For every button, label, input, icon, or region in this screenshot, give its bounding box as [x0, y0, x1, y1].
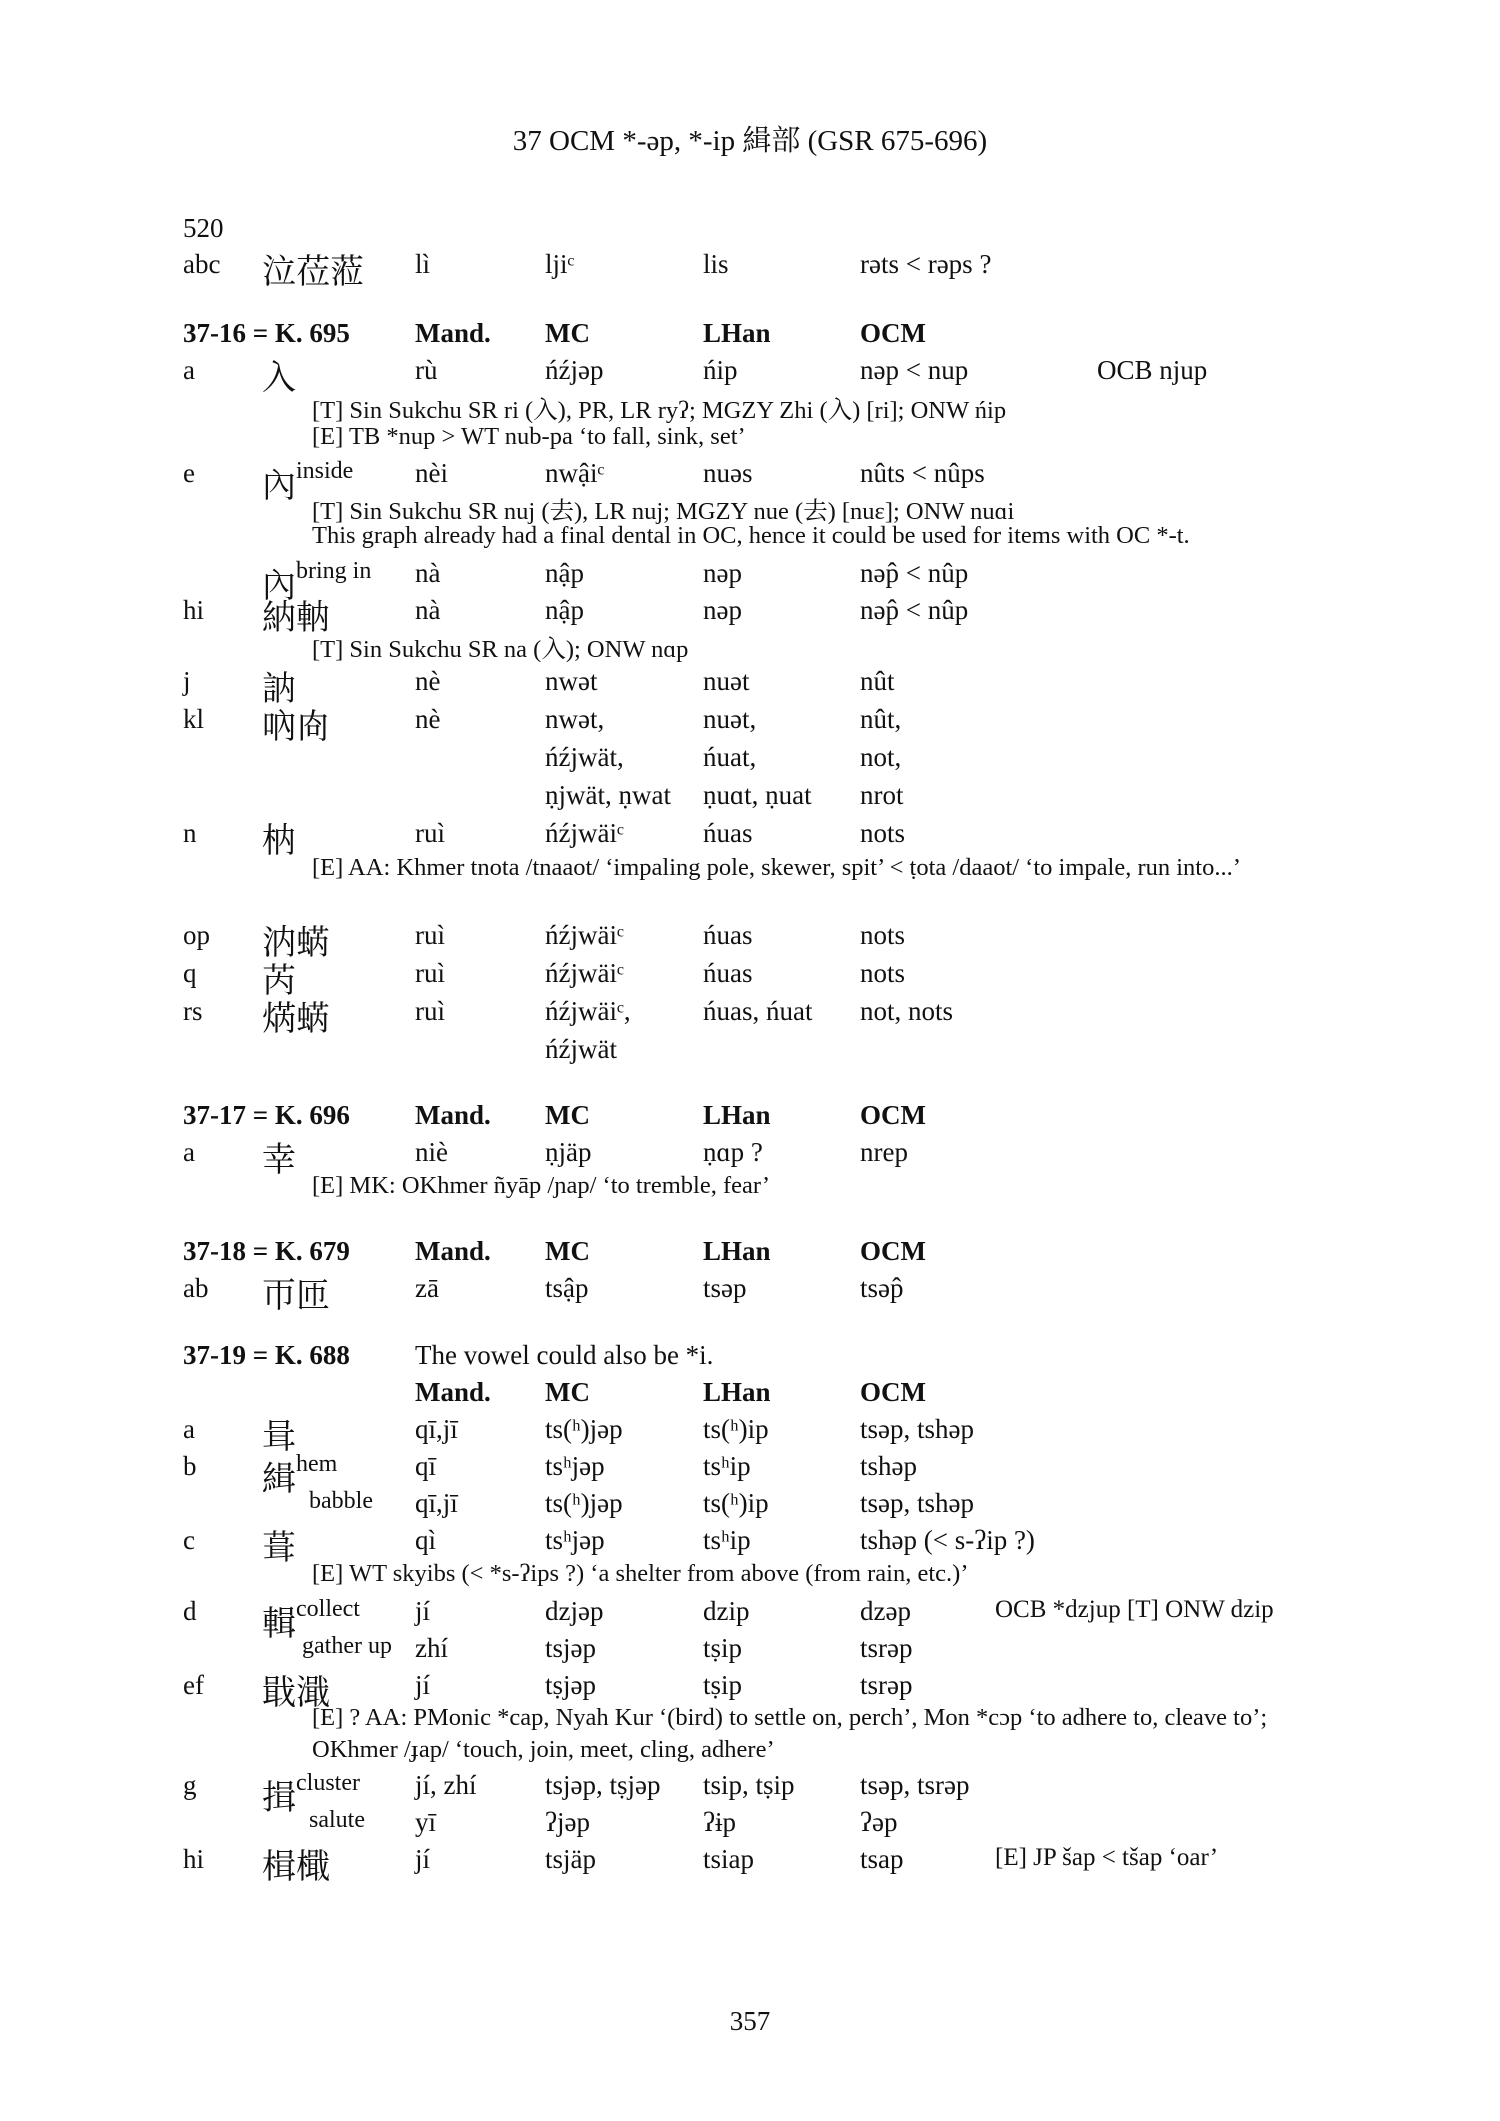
later-han-reading: tsip, tṣip — [703, 1770, 795, 1800]
mandarin-reading: rù — [415, 355, 438, 385]
middle-chinese-reading: tsʰjəp — [545, 1451, 605, 1481]
chinese-characters: 枘 — [262, 823, 296, 860]
mandarin-reading: jí — [415, 1596, 431, 1626]
cell-text — [262, 458, 354, 507]
mandarin-reading: qī,jī — [415, 1488, 458, 1518]
old-chinese-reading: nrot — [860, 780, 904, 810]
old-chinese-reading: nəp̂ < nûp — [860, 558, 969, 588]
old-chinese-reading: tsap — [860, 1844, 904, 1874]
chinese-characters: 納軜 — [262, 600, 330, 637]
middle-chinese-reading: MC — [545, 318, 590, 348]
mandarin-reading: qì — [415, 1525, 437, 1555]
note-text: [E] AA: Khmer tnota /tnaaot/ ‘impaling pole, skewer, spit’ < ṭota /daaot/ ‘to impale, run into...’ — [312, 854, 1241, 881]
chinese-characters: 汭蜹 — [262, 925, 330, 962]
mandarin-reading: qī,jī — [415, 1414, 458, 1444]
entry-id: q — [183, 958, 197, 988]
old-chinese-reading: not, — [860, 742, 902, 772]
chinese-characters: 芮 — [262, 963, 296, 1000]
chinese-characters: 焫蜹 — [262, 1001, 330, 1038]
entry-id: kl — [183, 704, 205, 734]
mandarin-reading: ruì — [415, 818, 445, 848]
old-chinese-reading: nût — [860, 666, 895, 696]
later-han-reading: ts(ʰ)ip — [703, 1414, 769, 1444]
old-chinese-reading: nots — [860, 920, 906, 950]
old-chinese-reading: tsəp, tsrəp — [860, 1770, 970, 1800]
chinese-characters: 楫檝 — [262, 1849, 330, 1886]
later-han-reading: tsʰip — [703, 1525, 751, 1555]
later-han-reading: nəp — [703, 558, 742, 588]
middle-chinese-reading: dzjəp — [545, 1596, 604, 1626]
middle-chinese-reading: nập — [545, 595, 584, 625]
note-text: [T] Sin Sukchu SR nuj (去), LR nuj; MGZY nue (去) [nuɛ]; ONW nuɑi — [312, 498, 1015, 525]
middle-chinese-reading: tsập — [545, 1273, 589, 1303]
chinese-characters: 入 — [262, 360, 296, 397]
entry-id: op — [183, 920, 210, 950]
note-text: [E] TB *nup > WT nub-pa ‘to fall, sink, set’ — [312, 423, 746, 450]
later-han-reading: ʔɨp — [703, 1807, 736, 1837]
middle-chinese-reading: tsjəp — [545, 1633, 596, 1663]
chinese-characters: 輯 — [262, 1606, 296, 1643]
mandarin-reading: nà — [415, 558, 441, 588]
mandarin-reading: ruì — [415, 920, 445, 950]
chinese-characters: 戢濈 — [262, 1675, 330, 1712]
mandarin-reading: lì — [415, 249, 431, 279]
mandarin-reading: nè — [415, 704, 441, 734]
old-chinese-reading: nût, — [860, 704, 902, 734]
middle-chinese-reading: ts(ʰ)jəp — [545, 1414, 623, 1444]
chinese-characters: 幸 — [262, 1142, 296, 1179]
extra-note: [E] JP šap < tšap ‘oar’ — [995, 1844, 1219, 1871]
group-title: 37-17 = K. 696 — [183, 1100, 350, 1130]
mandarin-reading: zhí — [415, 1633, 448, 1663]
chinese-characters: 緝 — [262, 1461, 296, 1498]
page-number: 357 — [729, 2006, 771, 2036]
chinese-characters: 咠 — [262, 1419, 296, 1456]
chinese-characters: 泣莅蒞 — [262, 254, 364, 291]
mandarin-reading: ruì — [415, 996, 445, 1026]
later-han-reading: nuəs — [703, 458, 753, 488]
mandarin-reading: niè — [415, 1137, 448, 1167]
middle-chinese-reading: MC — [545, 1377, 590, 1407]
old-chinese-reading: nəp̂ < nûp — [860, 595, 969, 625]
note-text: [E] ? AA: PMonic *cap, Nyah Kur ‘(bird) to settle on, perch’, Mon *cɔp ‘to adhere to, cleave to’; OKhmer /ɟap/ ‘touch, join, meet, cling, adhere’ — [312, 1704, 1268, 1763]
mandarin-reading: ruì — [415, 958, 445, 988]
entry-id: j — [183, 666, 191, 696]
old-chinese-reading: dzəp — [860, 1596, 911, 1626]
mandarin-reading: zā — [415, 1273, 439, 1303]
entry-id: g — [183, 1770, 197, 1800]
group-note: The vowel could also be *i. — [415, 1340, 714, 1370]
mandarin-reading: nà — [415, 595, 441, 625]
page-header: 37 OCM *-əp, *-ip 緝部 (GSR 675-696) — [512, 125, 988, 157]
gloss: bring in — [296, 558, 372, 584]
cell-text — [262, 1596, 360, 1645]
chinese-characters: 葺 — [262, 1530, 296, 1567]
gloss: cluster — [296, 1770, 360, 1796]
mandarin-reading: nèi — [415, 458, 448, 488]
later-han-reading: tṣip — [703, 1633, 743, 1663]
cell-text — [262, 1770, 360, 1819]
later-han-reading: LHan — [703, 318, 771, 348]
gloss: gather up — [302, 1633, 392, 1659]
middle-chinese-reading: ńźjwäiᶜ — [545, 958, 624, 988]
middle-chinese-reading: ṇjäp — [545, 1137, 592, 1167]
cell-text: 520 — [183, 213, 224, 243]
middle-chinese-reading: tsjəp, tṣjəp — [545, 1770, 661, 1800]
entry-id: rs — [183, 996, 203, 1026]
entry-id: hi — [183, 595, 205, 625]
middle-chinese-reading: ṇjwät, ṇwat — [545, 780, 671, 810]
chinese-characters: 吶㕯 — [262, 709, 330, 746]
chinese-characters: 內 — [262, 568, 296, 605]
later-han-reading: tsəp — [703, 1273, 747, 1303]
old-chinese-reading: tshəp — [860, 1451, 917, 1481]
later-han-reading: nuət, — [703, 704, 757, 734]
later-han-reading: LHan — [703, 1100, 771, 1130]
mandarin-reading: jí, zhí — [415, 1770, 477, 1800]
entry-id: c — [183, 1525, 195, 1555]
mandarin-reading: Mand. — [415, 1236, 491, 1266]
middle-chinese-reading: ńźjwäiᶜ, — [545, 996, 631, 1026]
old-chinese-reading: not, nots — [860, 996, 954, 1026]
middle-chinese-reading: MC — [545, 1236, 590, 1266]
old-chinese-reading: tsəp, tshəp — [860, 1414, 974, 1444]
later-han-reading: ṇɑp ? — [703, 1137, 763, 1167]
old-chinese-reading: nots — [860, 818, 906, 848]
entry-id: abc — [183, 249, 221, 279]
old-chinese-reading: nəp < nup — [860, 355, 969, 385]
gloss: inside — [296, 458, 354, 484]
middle-chinese-reading: nập — [545, 558, 584, 588]
entry-id: d — [183, 1596, 197, 1626]
later-han-reading: ts(ʰ)ip — [703, 1488, 769, 1518]
note-text: [E] MK: OKhmer ñyāp /ɲap/ ‘to tremble, fear’ — [312, 1172, 771, 1199]
middle-chinese-reading: nwậiᶜ — [545, 458, 605, 488]
middle-chinese-reading: ljiᶜ — [545, 249, 575, 279]
old-chinese-reading: nots — [860, 958, 906, 988]
middle-chinese-reading: tsʰjəp — [545, 1525, 605, 1555]
later-han-reading: ńuas — [703, 818, 753, 848]
later-han-reading: tṣip — [703, 1670, 743, 1700]
later-han-reading: ṇuɑt, ṇuat — [703, 780, 812, 810]
entry-id: ab — [183, 1273, 209, 1303]
old-chinese-reading: OCM — [860, 1236, 926, 1266]
old-chinese-reading: OCM — [860, 1377, 926, 1407]
later-han-reading: ńuas, ńuat — [703, 996, 813, 1026]
middle-chinese-reading: ńźjwäiᶜ — [545, 818, 624, 848]
old-chinese-reading: nrep — [860, 1137, 908, 1167]
later-han-reading: ńuat, — [703, 742, 757, 772]
chinese-characters: 揖 — [262, 1780, 296, 1817]
middle-chinese-reading: nwət — [545, 666, 598, 696]
middle-chinese-reading: tsjäp — [545, 1844, 596, 1874]
middle-chinese-reading: ʔjəp — [545, 1807, 590, 1837]
old-chinese-reading: tsəp, tshəp — [860, 1488, 974, 1518]
note-text: This graph already had a final dental in OC, hence it could be used for items with OC *-t. — [312, 522, 1190, 549]
note-text: [T] Sin Sukchu SR na (入); ONW nɑp — [312, 636, 689, 663]
later-han-reading: ńuas — [703, 920, 753, 950]
mandarin-reading: jí — [415, 1670, 431, 1700]
later-han-reading: nəp — [703, 595, 742, 625]
chinese-characters: 內 — [262, 468, 296, 505]
entry-id: b — [183, 1451, 197, 1481]
entry-id: a — [183, 355, 195, 385]
middle-chinese-reading: ńźjwät — [545, 1034, 617, 1064]
middle-chinese-reading: nwət, — [545, 704, 605, 734]
later-han-reading: ńip — [703, 355, 738, 385]
mandarin-reading: yī — [415, 1807, 437, 1837]
old-chinese-reading: nûts < nûps — [860, 458, 985, 488]
later-han-reading: tsʰip — [703, 1451, 751, 1481]
old-chinese-reading: tsrəp — [860, 1633, 913, 1663]
extra-note: OCB njup — [1097, 355, 1208, 385]
entry-id: n — [183, 818, 197, 848]
mandarin-reading: Mand. — [415, 318, 491, 348]
middle-chinese-reading: MC — [545, 1100, 590, 1130]
old-chinese-reading: OCM — [860, 1100, 926, 1130]
later-han-reading: LHan — [703, 1377, 771, 1407]
entry-id: a — [183, 1137, 195, 1167]
old-chinese-reading: tsrəp — [860, 1670, 913, 1700]
group-title: 37-16 = K. 695 — [183, 318, 350, 348]
old-chinese-reading: tshəp (< s-ʔip ?) — [860, 1525, 1035, 1555]
chinese-characters: 帀匝 — [262, 1278, 330, 1315]
extra-note: OCB *dzjup [T] ONW dzip — [995, 1596, 1274, 1623]
note-text: [E] WT skyibs (< *s-ʔips ?) ‘a shelter from above (from rain, etc.)’ — [312, 1560, 969, 1587]
mandarin-reading: qī — [415, 1451, 437, 1481]
old-chinese-reading: tsəp̂ — [860, 1273, 904, 1303]
later-han-reading: LHan — [703, 1236, 771, 1266]
note-text: [T] Sin Sukchu SR ri (入), PR, LR ryʔ; MGZY Zhi (入) [ri]; ONW ńip — [312, 397, 1007, 424]
cell-text — [262, 1451, 338, 1500]
middle-chinese-reading: ńźjwät, — [545, 742, 624, 772]
chinese-characters: 訥 — [262, 671, 296, 708]
entry-id: a — [183, 1414, 195, 1444]
middle-chinese-reading: ńźjəp — [545, 355, 604, 385]
group-title: 37-18 = K. 679 — [183, 1236, 350, 1266]
later-han-reading: ńuas — [703, 958, 753, 988]
old-chinese-reading: OCM — [860, 318, 926, 348]
mandarin-reading: nè — [415, 666, 441, 696]
later-han-reading: lis — [703, 249, 729, 279]
middle-chinese-reading: ts(ʰ)jəp — [545, 1488, 623, 1518]
mandarin-reading: jí — [415, 1844, 431, 1874]
entry-id: e — [183, 458, 195, 488]
old-chinese-reading: ʔəp — [860, 1807, 898, 1837]
entry-id: hi — [183, 1844, 205, 1874]
later-han-reading: tsiap — [703, 1844, 754, 1874]
entry-id: ef — [183, 1670, 204, 1700]
mandarin-reading: Mand. — [415, 1100, 491, 1130]
gloss: salute — [309, 1807, 365, 1833]
gloss: babble — [309, 1488, 373, 1514]
old-chinese-reading: rəts < rəps ? — [860, 249, 992, 279]
gloss: hem — [296, 1451, 338, 1477]
later-han-reading: nuət — [703, 666, 750, 696]
gloss: collect — [296, 1596, 360, 1622]
middle-chinese-reading: ńźjwäiᶜ — [545, 920, 624, 950]
middle-chinese-reading: tṣjəp — [545, 1670, 596, 1700]
later-han-reading: dzip — [703, 1596, 750, 1626]
group-title: 37-19 = K. 688 — [183, 1340, 350, 1370]
mandarin-reading: Mand. — [415, 1377, 491, 1407]
